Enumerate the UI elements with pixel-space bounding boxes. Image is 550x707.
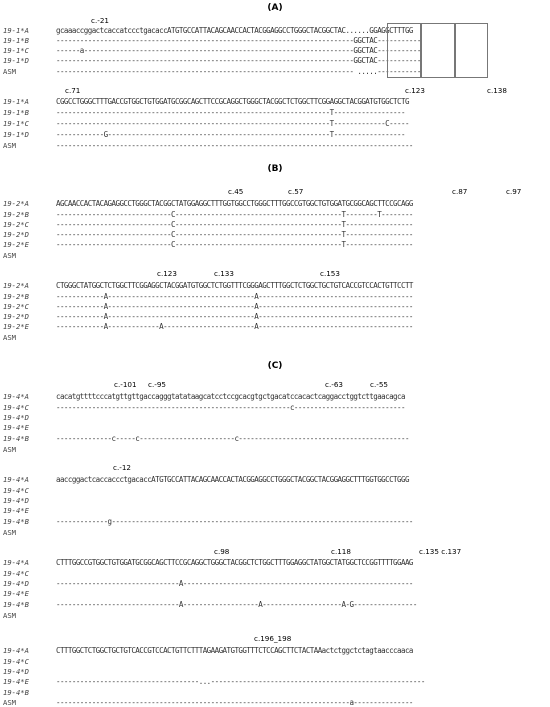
row-label: 19-1*D [3,130,29,139]
panel-title-c: (C) [267,361,283,371]
position-marker: c.98 [214,547,230,556]
position-marker: c.196_198 [254,634,292,643]
position-marker: c.133 [214,269,234,278]
sequence-row: ------------------------------------...------------------------------------------------------ [56,677,425,686]
row-label: 19-2*C [3,220,29,229]
row-label: 19-4*D [3,579,29,588]
row-label: 19-4*D [3,413,29,422]
row-label: 19-4*B [3,434,29,443]
position-marker: c.97 [506,187,522,196]
row-label: 19-1*B [3,108,29,117]
row-label: 19-2*C [3,302,29,311]
sequence-row: -----------------------------C------------------------------------------T----------------- [56,220,413,229]
row-label: 19-4*A [3,475,29,484]
sequence-row: CGGCCTGGGCTTTGACCGTGGCTGTGGATGCGGCAGCTTCCGCAGGCTGGGCTACGGCTCTGGCTTCGGAGGCTACGGATGTGGCTCTG [56,97,409,106]
sequence-row: ---------------------------------------------------------------------T------------------ [56,108,405,117]
sequence-row: ------------A-------------------------------------A--------------------------------------- [56,302,413,311]
position-marker: c.-95 [148,380,166,389]
sequence-row: AGCAACCACTACAGAGGCCTGGGCTACGGCTATGGAGGCTTTGGTGGCCTGGGCTTTGGCCGTGGCTGTGGATGCGGCAGCTTCCGCAGG [56,199,413,208]
sequence-row: ------------A-------------A-----------------------A--------------------------------------- [56,322,413,331]
row-label: 19-1*B [3,36,29,45]
sequence-row: ------------------------------------------------------------------------------------------ [56,141,413,150]
row-label: 19-4*E [3,423,29,432]
position-marker: c.57 [288,187,304,196]
row-label: 19-4*D [3,496,29,505]
row-label: ASM [3,67,16,76]
row-label: 19-4*E [3,506,29,515]
position-marker: c.-55 [370,380,388,389]
sequence-row: --------------c-----c------------------------c------------------------------------------- [56,434,409,443]
highlight-box [387,23,421,78]
row-label: 19-1*C [3,119,29,128]
sequence-row: gcaaaccggactcaccatccctgacaccATGTGCCATTACAGCAACCACTACGGAGGCCTGGGCTACGGCTAC......GGAGGCTTTGG [56,26,413,35]
sequence-row: ------------A-------------------------------------A--------------------------------------- [56,292,413,301]
row-label: 19-4*B [3,600,29,609]
sequence-row: -----------------------------C------------------------------------------T----------------- [56,240,413,249]
sequence-row: -----------------------------C------------------------------------------T----------------- [56,230,413,239]
sequence-row: ------------A-------------------------------------A--------------------------------------- [56,312,413,321]
sequence-row: -------------g---------------------------------------------------------------------------- [56,517,413,526]
row-label: 19-4*D [3,667,29,676]
sequence-row: aaccggactcaccaccctgacaccATGTGCCATTACAGCAACCACTACGGAGGCCTGGGCTACGGCTACGGAGGCTTTGGTGGCCTGGG [56,475,409,484]
row-label: ASM [3,698,16,707]
position-marker: c.45 [228,187,244,196]
panel-title-a: (A) [267,3,283,13]
row-label: 19-1*A [3,26,29,35]
sequence-row: -----------------------------------------------------------c---------------------------- [56,403,405,412]
row-label: 19-4*E [3,677,29,686]
position-marker: c.123 [405,86,425,95]
row-label: 19-4*A [3,558,29,567]
row-label: 19-4*C [3,403,29,412]
row-label: 19-2*B [3,292,29,301]
position-marker: c.-101 [114,380,137,389]
row-label: ASM [3,333,16,342]
row-label: 19-4*C [3,657,29,666]
position-marker: c.-63 [325,380,343,389]
position-marker: c.123 [157,269,177,278]
row-label: 19-4*A [3,646,29,655]
sequence-row: -------------------------------A-------------------A--------------------A-G---------------- [56,600,417,609]
sequence-row: -------------------------------A---------------------------------------------------------- [56,579,413,588]
row-label: 19-2*B [3,210,29,219]
sequence-row: CTGGGCTATGGCTCTGGCTTCGGAGGCTACGGATGTGGCTCTGGTTTCGGGAGCTTTGGCTCTGGCTGCTGTCACCGTCCACTGTTCCTT [56,281,413,290]
row-label: 19-1*D [3,56,29,65]
row-label: 19-2*A [3,199,29,208]
row-label: ASM [3,528,16,537]
sequence-row: --------------------------------------------------------------------------a--------------- [56,698,413,707]
row-label: ASM [3,611,16,620]
position-marker: c.135 c.137 [419,547,462,556]
sequence-row: ---------------------------------------------------------------------------GGCTAC----------- [56,36,421,45]
row-label: 19-1*A [3,97,29,106]
row-label: 19-4*B [3,517,29,526]
row-label: 19-4*E [3,589,29,598]
sequence-row: CTTTGGCCGTGGCTGTGGATGCGGCAGCTTCCGCAGGCTGGGCTACGGCTCTGGCTTTGGAGGCTATGGCTATGGCTCCGGTTTTGGAAG [56,558,413,567]
row-label: 19-4*C [3,569,29,578]
highlight-box [421,23,455,78]
row-label: 19-2*D [3,230,29,239]
row-label: 19-2*E [3,322,29,331]
row-label: 19-2*E [3,240,29,249]
position-marker: c.138 [487,86,507,95]
row-label: 19-1*C [3,46,29,55]
position-marker: c.87 [452,187,468,196]
row-label: ASM [3,445,16,454]
position-marker: c.-12 [113,463,131,472]
row-label: ASM [3,251,16,260]
row-label: 19-2*A [3,281,29,290]
sequence-row: -----------------------------C------------------------------------------T--------T-------- [56,210,413,219]
row-label: ASM [3,141,16,150]
row-label: 19-4*A [3,392,29,401]
position-marker: c.153 [320,269,340,278]
sequence-row: cacatgttttcccatgttgttgaccagggtatataagcatcctccgcacgtgctgacatccacactcaggacctggtcttgaacagca [56,392,405,401]
position-marker: c.71 [65,86,81,95]
sequence-row: ------------G--------------------------------------------------------T------------------ [56,130,405,139]
panel-title-b: (B) [267,164,283,174]
row-label: 19-4*C [3,486,29,495]
sequence-row: --------------------------------------------------------------------------- .....----------- [56,67,421,76]
position-marker: c.-21 [91,16,109,25]
sequence-row: ---------------------------------------------------------------------------GGCTAC----------- [56,56,421,65]
row-label: 19-2*D [3,312,29,321]
row-label: 19-4*B [3,688,29,697]
position-marker: c.118 [331,547,351,556]
sequence-row: ------a--------------------------------------------------------------------GGCTAC----------- [56,46,421,55]
sequence-row: ---------------------------------------------------------------------T-------------C----- [56,119,409,128]
highlight-box [455,23,488,78]
sequence-row: CTTTGGCTCTGGCTGCTGTCACCGTCCACTGTTCTTTAGAAGATGTGGTTTCTCCAGCTTCTACTAAactctggctctagtaacccaaca [56,646,413,655]
